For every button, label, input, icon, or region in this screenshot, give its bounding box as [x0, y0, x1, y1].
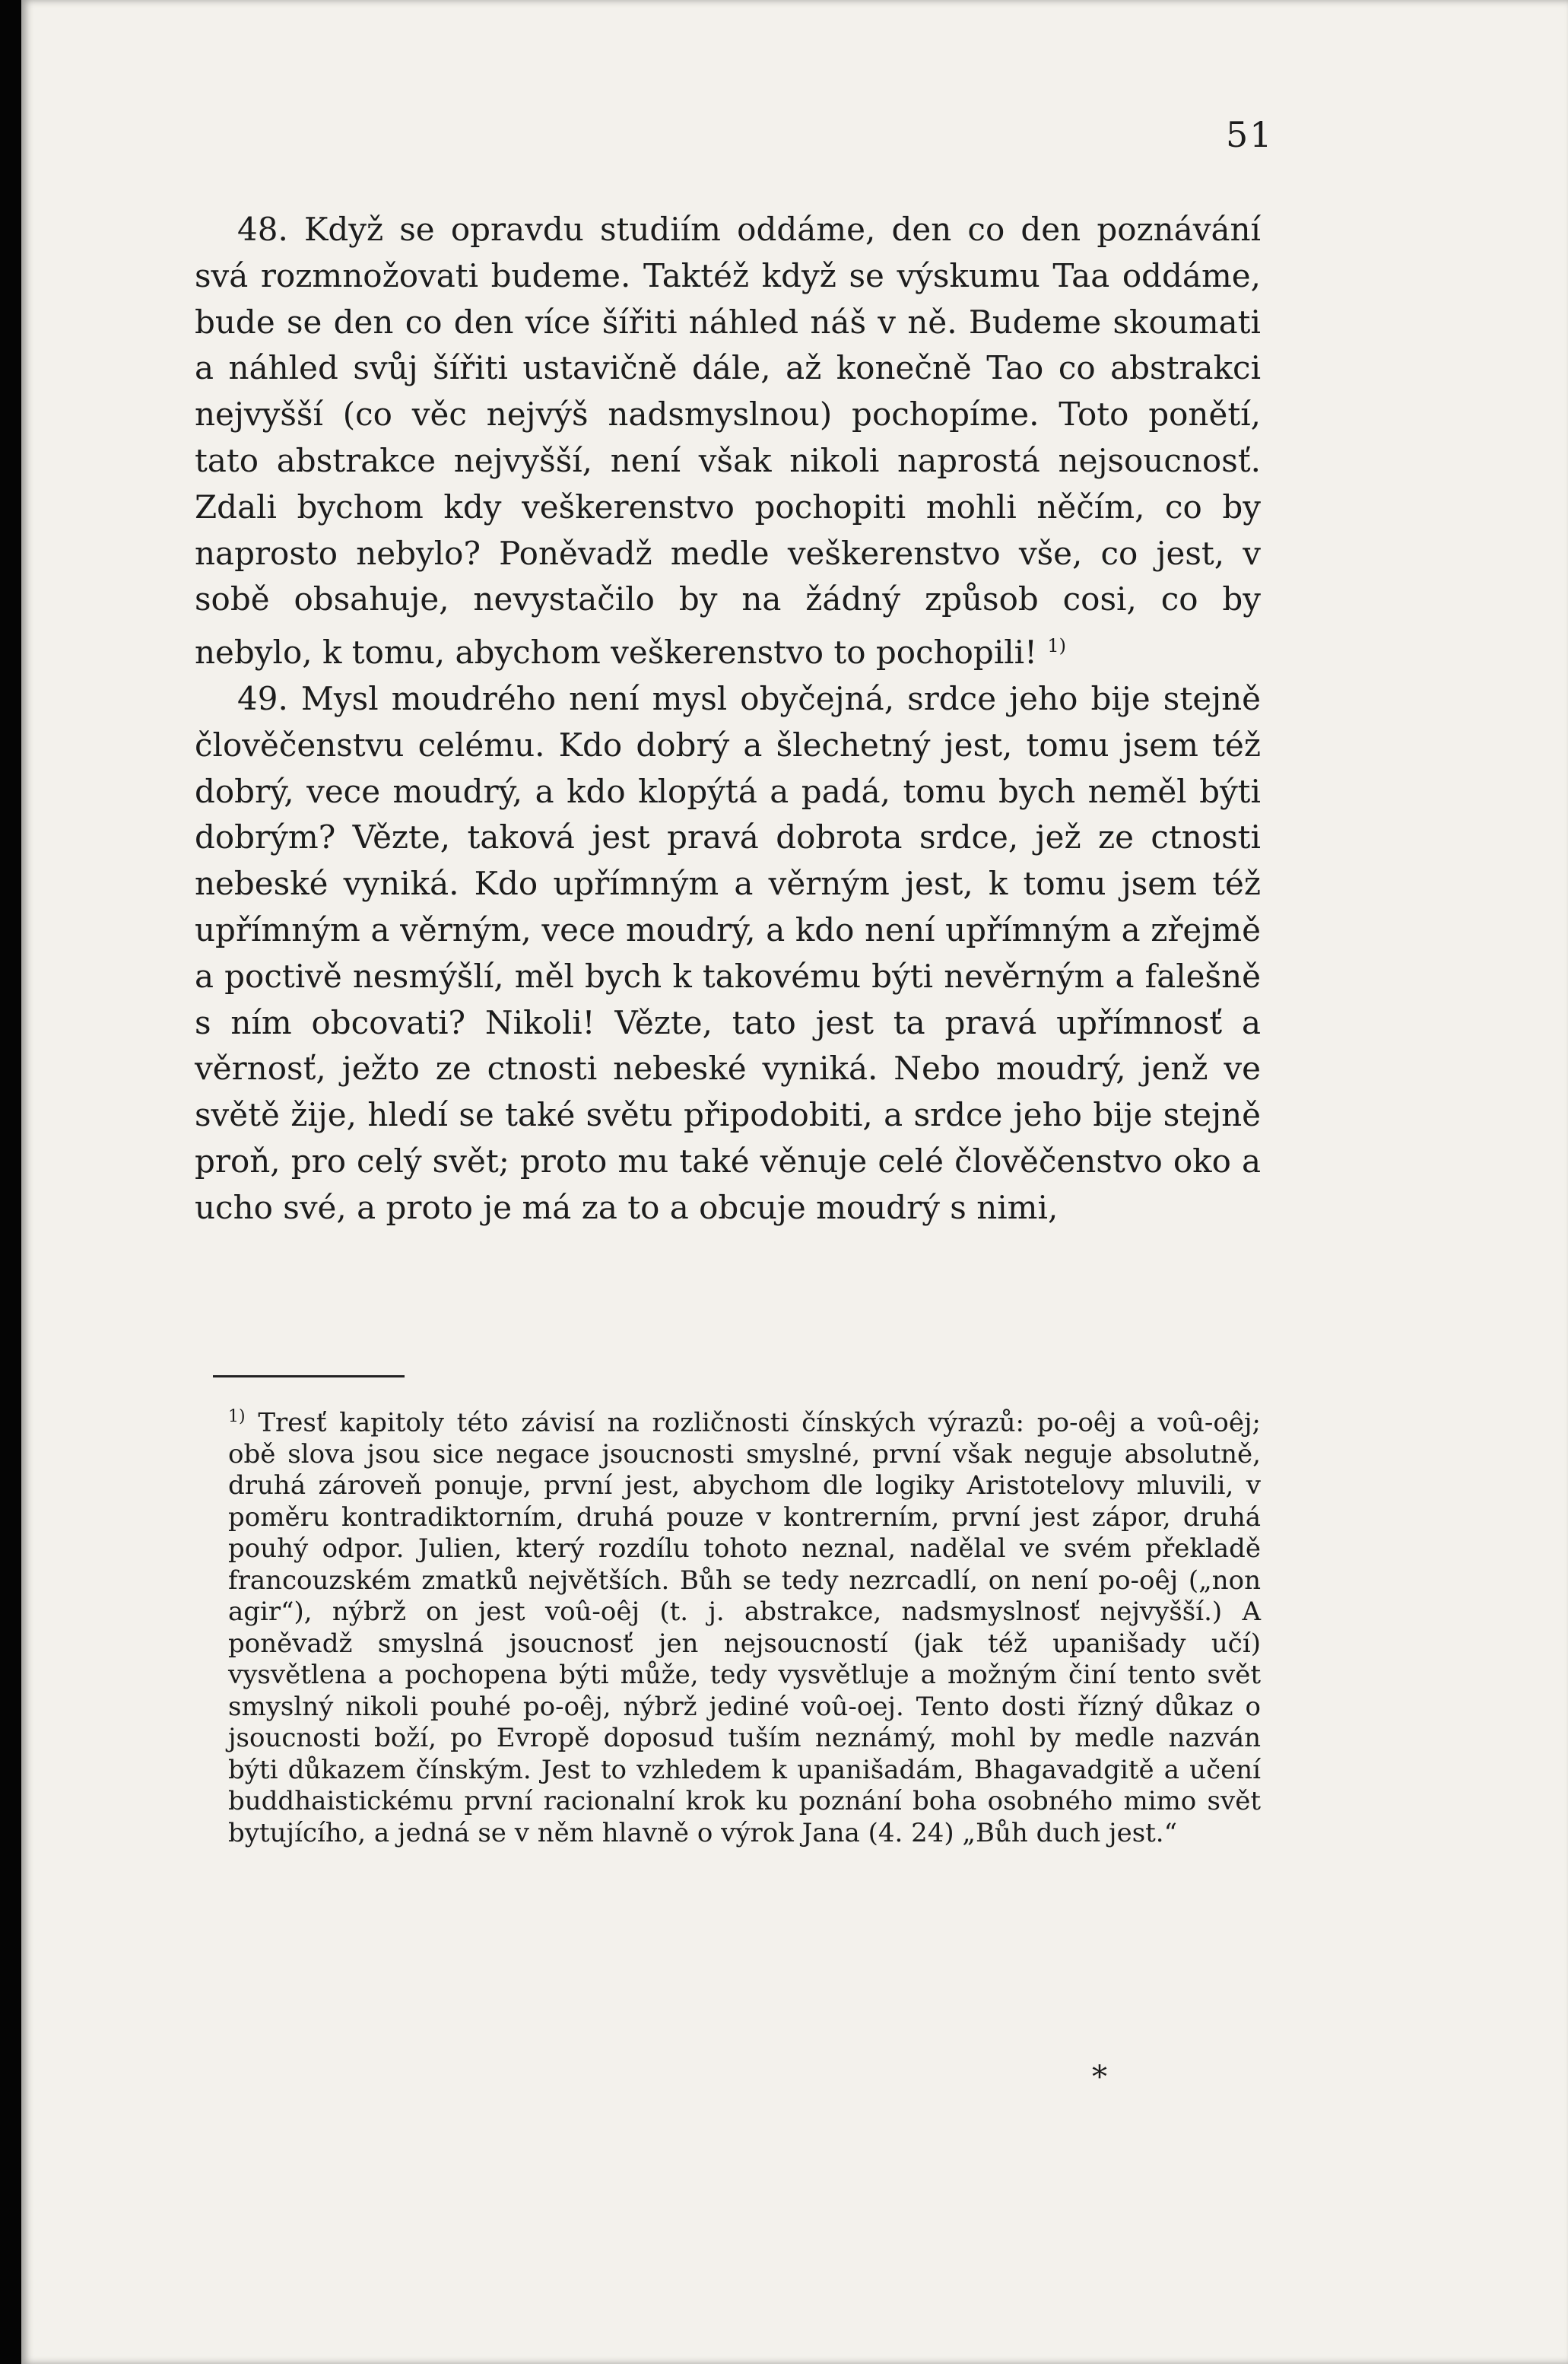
paragraph-49-text: 49. Mysl moudrého není mysl obyčejná, srdce jeho bije stejně člověčenstvu celému. Kdo dobrý a šlechetný jest, tomu jsem též dobrý, vece moudrý, a kdo klopýtá a padá, tomu bych neměl býti dobrým? Vězte, taková jest pravá dobrota srdce, jež ze ctnosti nebeské vyniká. Kdo upřímným a věrným jest, k tomu jsem též upřímným a věrným, vece moudrý, a kdo není upřímným a zřejmě a poctivě nesmýšlí, měl bych k takovému býti nevěrným a falešně s ním obcovati? Nikoli! Vězte, tato jest ta pravá upřímnosť a věrnosť, ježto ze ctnosti nebeské vyniká. Nebo moudrý, jenž ve světě žije, hledí se také světu připodobiti, a srdce jeho bije stejně proň, pro celý svět; proto mu také věnuje celé člověčenstvo oko a ucho své, a proto je má za to a obcuje moudrý s nimi,: [195, 679, 1261, 1226]
paragraph-48: [195, 207, 1261, 676]
footnote: [228, 1401, 1261, 1849]
footnote-reference: 1): [1047, 635, 1066, 657]
scan-binding-edge: [0, 0, 21, 2364]
paragraph-48-text: 48. Když se opravdu studiím oddáme, den co den poznávání svá rozmnožovati budeme. Taktéž když se výskumu Taa oddáme, bude se den co den více šířiti náhled náš v ně. Budeme skoumati a náhled svůj šířiti ustavičně dále, až konečně Tao co abstrakci nejvyšší (co věc nejvýš nadsmyslnou) pochopíme. Toto ponětí, tato abstrakce nejvyšší, není však nikoli naprostá nejsoucnosť. Zdali bychom kdy veškerenstvo pochopiti mohli něčím, co by naprosto nebylo? Poněvadž medle veškerenstvo vše, co jest, v sobě obsahuje, nevystačilo by na žádný způsob cosi, co by nebylo, k tomu, abychom veškerenstvo to pochopili!: [195, 211, 1261, 672]
footnote-divider: [213, 1375, 405, 1377]
footnote-text: Tresť kapitoly této závisí na rozličnosti čínských výrazů: po-oêj a voû-oêj; obě slova jsou sice negace jsoucnosti smyslné, první však neguje absolutně, druhá zároveň ponuje, první jest, abychom dle logiky Aristotelovy mluvili, v poměru kontradiktorním, druhá pouze v kontrerním, první jest zápor, druhá pouhý odpor. Julien, který rozdílu tohoto neznal, nadělal ve svém překladě francouzském zmatků největších. Bůh se tedy nezrcadlí, on není po-oêj („non agir“), nýbrž on jest voû-oêj (t. j. abstrakce, nadsmyslnosť nejvyšší.) A poněvadž smyslná jsoucnosť jen nejsoucností (jak též upanišady učí) vysvětlena a pochopena býti může, tedy vysvětluje a možným činí tento svět smyslný nikoli pouhé po-oêj, nýbrž jediné voû-oej. Tento dosti řízný důkaz o jsoucnosti boží, po Evropě doposud tuším neznámý, mohl by medle nazván býti důkazem čínským. Jest to vzhledem k upanišadám, Bhagavadgitě a učení buddhaistickému první racionalní krok ku poznání boha osobného mimo svět bytujícího, a jedná se v něm hlavně o výrok Jana (4. 24) „Bůh duch jest.“: [228, 1407, 1261, 1848]
end-asterisk: *: [1092, 2060, 1107, 2095]
page-number: 51: [1226, 114, 1274, 155]
main-text-block: [195, 207, 1261, 1231]
paragraph-49: [195, 676, 1261, 1231]
footnote-marker: 1): [228, 1407, 246, 1426]
